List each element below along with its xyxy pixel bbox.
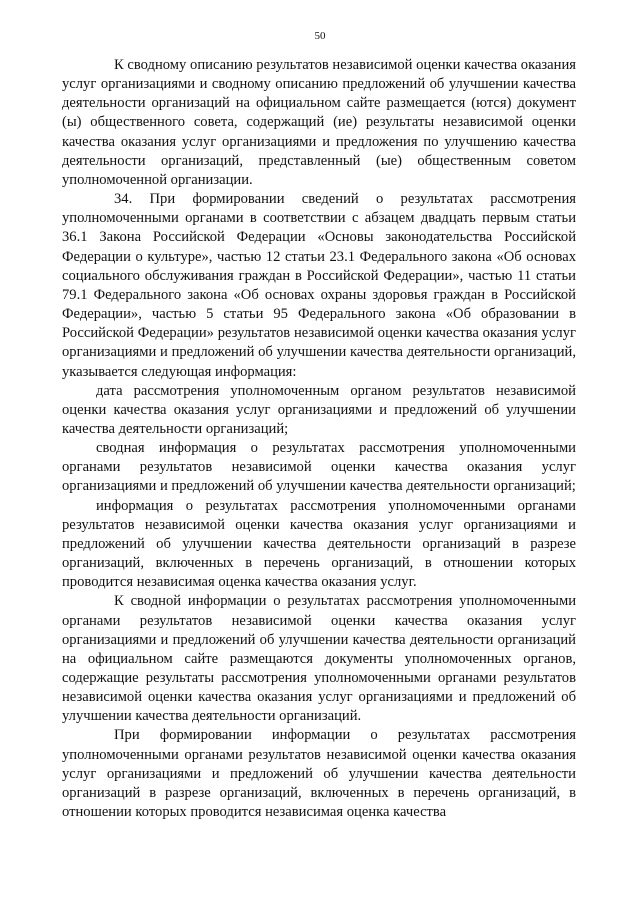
paragraph-authority-documents: К сводной информации о результатах рассмотрения уполномоченными органами результатов независимой оценки качества оказания услуг организациями и предложений об улучшении качества деятельности организаций на официальном сайте размещаются документы уполномоченных органов, содержащие результаты рассмотрения уполномоченными органами результатов независимой оценки качества оказания услуг организациями и предложений об улучшении качества деятельности организаций.	[62, 593, 576, 725]
document-body	[62, 56, 576, 822]
paragraph-item-34: 34. При формировании сведений о результатах рассмотрения уполномоченными органами в соответствии с абзацем двадцать первым статьи 36.1 Закона Российской Федерации «Основы законодательства Российской Федерации о культуре», частью 12 статьи 23.1 Федерального закона «Об основах социального обслуживания граждан в Российской Федерации», частью 11 статьи 79.1 Федерального закона «Об основах охраны здоровья граждан в Российской Федерации», частью 5 статьи 95 Федерального закона «Об образовании в Российской Федерации» результатов независимой оценки качества оказания услуг организациями и предложений об улучшении качества деятельности организаций, указывается следующая информация:	[62, 191, 576, 380]
paragraph-review-date: дата рассмотрения уполномоченным органом результатов независимой оценки качества оказания услуг организациями и предложений об улучшении качества деятельности организаций;	[62, 382, 576, 437]
paragraph-summary-description: К сводному описанию результатов независимой оценки качества оказания услуг организациями и сводному описанию предложений об улучшении качества деятельности организаций на официальном сайте размещается (ются) документ (ы) общественного совета, содержащий (ие) результаты независимой оценки качества оказания услуг организациями и предложения по улучшению качества деятельности организаций, представленный (ые) общественным советом уполномоченной организации.	[62, 57, 576, 188]
paragraph-summary-info: сводная информация о результатах рассмотрения уполномоченными органами результатов независимой оценки качества оказания услуг организациями и предложений об улучшении качества деятельности организаций;	[62, 440, 576, 495]
page-number: 50	[314, 30, 326, 42]
paragraph-forming-information: При формировании информации о результатах рассмотрения уполномоченными органами результатов независимой оценки качества оказания услуг организациями и предложений об улучшении качества деятельности организаций в разрезе организаций, включенных в перечень организаций, в отношении которых проводится независимая оценка качества	[62, 727, 576, 821]
paragraph-info-by-organization: информация о результатах рассмотрения уполномоченными органами результатов независимой оценки качества оказания услуг организациями и предложений об улучшении качества деятельности организаций в разрезе организаций, включенных в перечень организаций, в отношении которых проводится независимая оценка качества оказания услуг.	[62, 497, 576, 591]
